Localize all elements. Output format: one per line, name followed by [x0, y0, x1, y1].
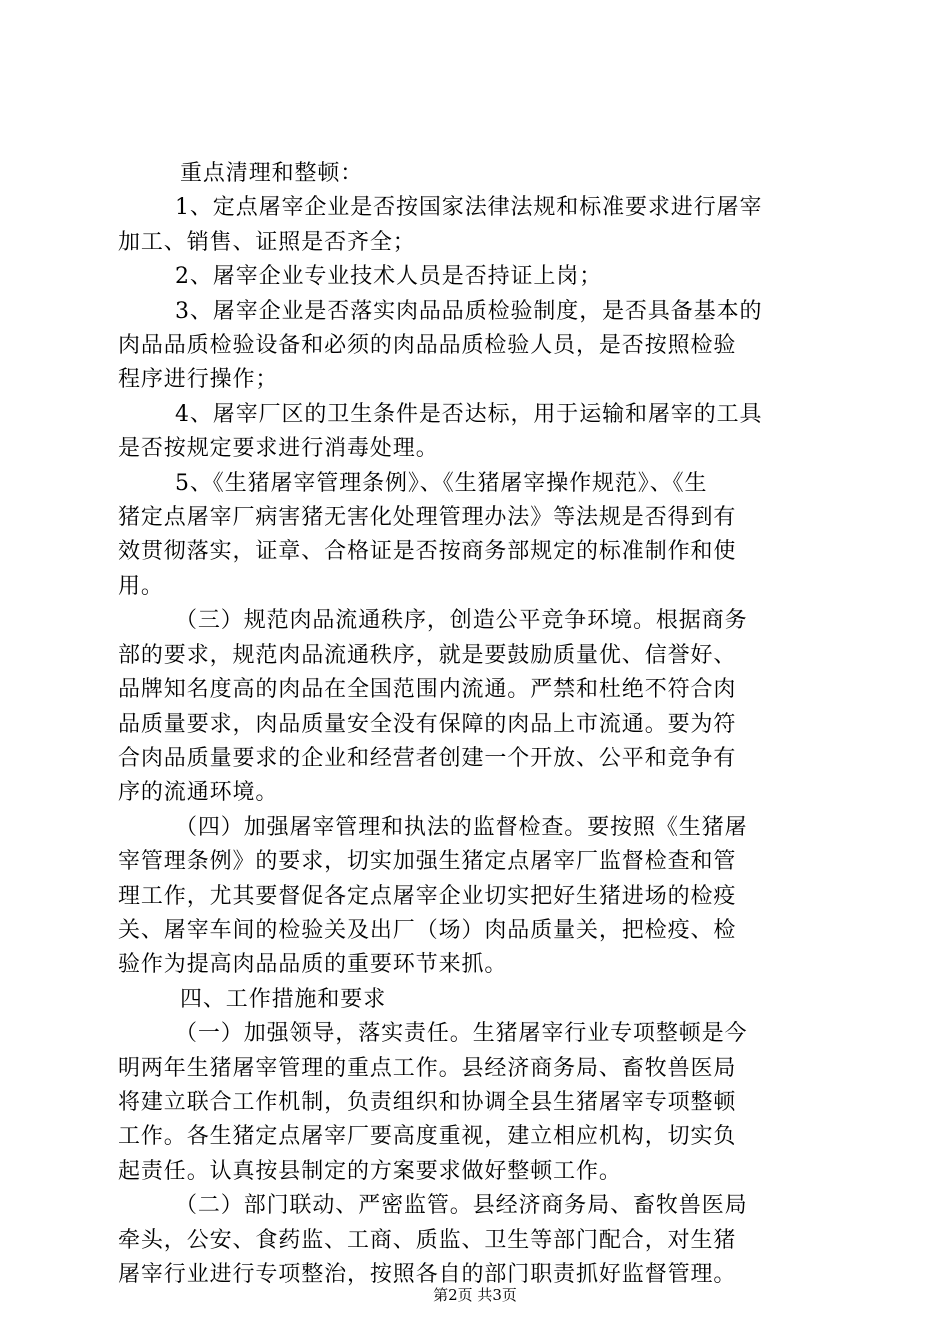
text-line: 猪定点屠宰厂病害猪无害化处理管理办法》等法规是否得到有 [118, 505, 737, 530]
text-line: （一）加强领导，落实责任。生猪屠宰行业专项整顿是今 [175, 1021, 748, 1046]
section-heading: 四、工作措施和要求 [180, 987, 387, 1012]
text-line: 1、定点屠宰企业是否按国家法律法规和标准要求进行屠宰 [175, 195, 763, 220]
text-line: 理工作，尤其要督促各定点屠宰企业切实把好生猪进场的检疫 [118, 884, 737, 909]
text-line: 明两年生猪屠宰管理的重点工作。县经济商务局、畜牧兽医局 [118, 1056, 737, 1081]
text-line: 2、屠宰企业专业技术人员是否持证上岗； [175, 264, 603, 289]
text-line: 宰管理条例》的要求，切实加强生猪定点屠宰厂监督检查和管 [118, 849, 737, 874]
text-line: 牵头，公安、食药监、工商、质监、卫生等部门配合，对生猪 [118, 1228, 737, 1253]
text-line: 肉品品质检验设备和必须的肉品品质检验人员，是否按照检验 [118, 333, 737, 358]
text-line: 重点清理和整顿： [180, 161, 364, 186]
text-line: 关、屠宰车间的检验关及出厂（场）肉品质量关，把检疫、检 [118, 918, 737, 943]
text-line: 是否按规定要求进行消毒处理。 [118, 436, 439, 461]
text-line: 屠宰行业进行专项整治，按照各自的部门职责抓好监督管理。 [118, 1262, 737, 1287]
text-line: 加工、销售、证照是否齐全； [118, 230, 416, 255]
text-line: 品牌知名度高的肉品在全国范围内流通。严禁和杜绝不符合肉 [118, 677, 737, 702]
text-line: 效贯彻落实，证章、合格证是否按商务部规定的标准制作和使 [118, 539, 737, 564]
text-line: 合肉品质量要求的企业和经营者创建一个开放、公平和竞争有 [118, 746, 737, 771]
text-line: 工作。各生猪定点屠宰厂要高度重视，建立相应机构，切实负 [118, 1124, 737, 1149]
text-line: 品质量要求，肉品质量安全没有保障的肉品上市流通。要为符 [118, 712, 737, 737]
text-line: 程序进行操作； [118, 367, 279, 392]
text-line: 序的流通环境。 [118, 780, 279, 805]
text-line: 用。 [118, 574, 164, 599]
text-line: 部的要求，规范肉品流通秩序，就是要鼓励质量优、信誉好、 [118, 643, 737, 668]
text-line: （三）规范肉品流通秩序，创造公平竞争环境。根据商务 [175, 608, 748, 633]
text-line: 3、屠宰企业是否落实肉品品质检验制度，是否具备基本的 [175, 299, 763, 324]
text-line: 起责任。认真按县制定的方案要求做好整顿工作。 [118, 1159, 622, 1184]
text-line: 5、《生猪屠宰管理条例》、《生猪屠宰操作规范》、《生 [175, 471, 708, 496]
text-line: （四）加强屠宰管理和执法的监督检查。要按照《生猪屠 [175, 815, 748, 840]
text-line: 验作为提高肉品品质的重要环节来抓。 [118, 952, 508, 977]
text-line: 4、屠宰厂区的卫生条件是否达标，用于运输和屠宰的工具 [175, 402, 763, 427]
text-line: 将建立联合工作机制，负责组织和协调全县生猪屠宰专项整顿 [118, 1090, 737, 1115]
text-line: （二）部门联动、严密监管。县经济商务局、畜牧兽医局 [175, 1193, 748, 1218]
page-number-footer: 第2页 共3页 [433, 1286, 517, 1304]
